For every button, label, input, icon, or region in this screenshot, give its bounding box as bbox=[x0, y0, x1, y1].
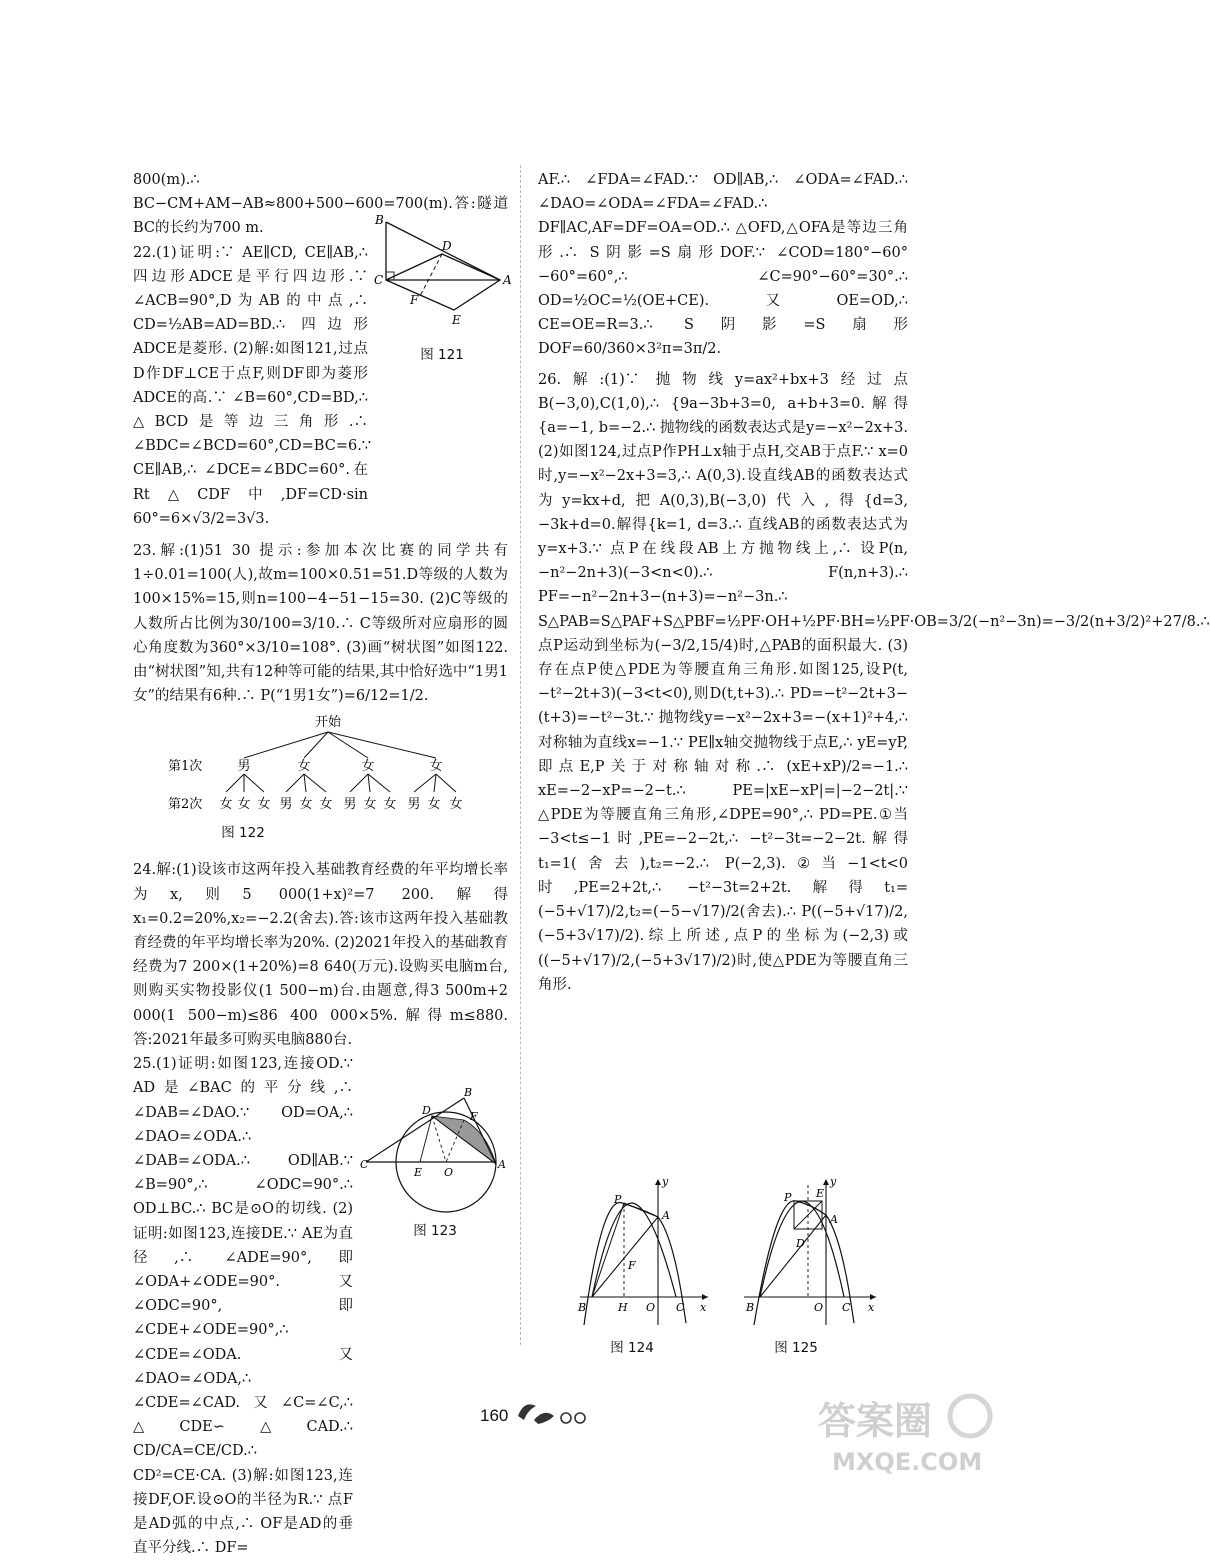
figure-121 bbox=[372, 212, 512, 362]
label-C: C bbox=[842, 1301, 851, 1314]
tree-diagram bbox=[168, 712, 488, 817]
page-number: 160 bbox=[480, 1406, 509, 1425]
label-F: F bbox=[470, 1110, 478, 1123]
label-B: B bbox=[578, 1301, 587, 1314]
figure-121-caption: 图 121 bbox=[420, 347, 464, 363]
parabola-diagram-124 bbox=[572, 1175, 712, 1330]
label-A: A bbox=[498, 1158, 506, 1171]
tree-second: 女 bbox=[449, 797, 463, 812]
paragraph-21-end: 800(m).∴ BC−CM+AM−AB≈800+500−600=700(m).答:隧道BC的长约为700 m. bbox=[133, 172, 508, 237]
figure-124-caption: 图 124 bbox=[610, 1340, 654, 1356]
figure-124 bbox=[572, 1175, 712, 1355]
figure-123-caption: 图 123 bbox=[413, 1223, 457, 1239]
label-O: O bbox=[444, 1166, 454, 1179]
label-C: C bbox=[676, 1301, 685, 1314]
row1-label: 第1次 bbox=[168, 759, 203, 774]
label-E: E bbox=[414, 1166, 423, 1179]
label-D: D bbox=[442, 239, 452, 253]
label-A: A bbox=[503, 273, 512, 287]
tree-first-0: 男 bbox=[237, 759, 251, 774]
row2-label: 第2次 bbox=[168, 797, 203, 812]
tree-second: 女 bbox=[299, 797, 313, 812]
left-column bbox=[133, 168, 508, 1560]
tree-second: 女 bbox=[363, 797, 377, 812]
tree-second: 女 bbox=[427, 797, 441, 812]
paragraph-25-end: AF.∴ ∠FDA=∠FAD.∵ OD∥AB,∴ ∠ODA=∠FAD.∴ ∠DAO=∠ODA=∠FDA=∠FAD.∴ DF∥AC,AF=DF=OA=OD.∴ △OFD,△OFA是等边三角形.∴ S阴影=S扇形DOF.∵ ∠COD=180°−60°−60°=60°,∴ ∠C=90°−60°=30°.∴ OD=½OC=½(OE+CE).又OE=OD,∴ CE=OE=R=3.∴ S阴影=S扇形DOF=60/360×3²π=3π/2. bbox=[538, 172, 908, 358]
label-O: O bbox=[814, 1301, 824, 1314]
label-F: F bbox=[628, 1259, 636, 1272]
label-P: P bbox=[614, 1193, 622, 1206]
label-B: B bbox=[464, 1086, 473, 1099]
column-divider bbox=[520, 165, 521, 1345]
tree-second: 男 bbox=[343, 797, 357, 812]
label-x: x bbox=[868, 1301, 875, 1314]
label-y: y bbox=[662, 1175, 669, 1188]
label-A: A bbox=[830, 1213, 838, 1226]
tree-second: 女 bbox=[257, 797, 271, 812]
figure-125 bbox=[736, 1175, 881, 1355]
tree-start: 开始 bbox=[314, 715, 342, 730]
tree-second: 男 bbox=[279, 797, 293, 812]
paragraph-24: 24.解:(1)设该市这两年投入基础教育经费的年平均增长率为x,则5 000(1+x)²=7 200.解得x₁=0.2=20%,x₂=−2.2(舍去).答:该市这两年投入基础教育经费的年平均增长率为20%. (2)2021年投入的基础教育经费为7 200×(1+20%)=8 640(万元).设购买电脑m台,则购买实物投影仪(1 500−m)台.由题意,得3 500m+2 000(1 500−m)≤86 400 000×5%.解得m≤880.答:2021年最多可购买电脑880台. bbox=[133, 862, 508, 1048]
label-E: E bbox=[452, 313, 461, 327]
label-D: D bbox=[422, 1104, 431, 1117]
label-x: x bbox=[700, 1301, 707, 1314]
tree-second: 男 bbox=[407, 797, 421, 812]
label-F: F bbox=[410, 293, 419, 307]
paragraph-26: 26.解:(1)∵ 抛物线y=ax²+bx+3经过点B(−3,0),C(1,0),∴ {9a−3b+3=0, a+b+3=0.解得{a=−1, b=−2.∴ 抛物线的函数表达式是y=−x²−2x+3. (2)如图124,过点P作PH⊥x轴于点H,交AB于点F.∵ x=0时,y=−x²−2x+3=3,∴ A(0,3).设直线AB的函数表达式为y=kx+d,把A(0,3),B(−3,0)代入,得{d=3, −3k+d=0.解得{k=1, d=3.∴ 直线AB的函数表达式为y=x+3.∵ 点P在线段AB上方抛物线上,∴ 设P(n,−n²−2n+3)(−3<n<0).∴ F(n,n+3).∴ PF=−n²−2n+3−(n+3)=−n²−3n.∴ S△PAB=S△PAF+S△PBF=½PF·OH+½PF·BH=½PF·OB=3/2(−n²−3n)=−3/2(n+3/2)²+27/8.∴ 点P运动到坐标为(−3/2,15/4)时,△PAB的面积最大. (3)存在点P使△PDE为等腰直角三角形.如图125,设P(t,−t²−2t+3)(−3<t<0),则D(t,t+3).∴ PD=−t²−2t+3−(t+3)=−t²−3t.∵ 抛物线y=−x²−2x+3=−(x+1)²+4,∴ 对称轴为直线x=−1.∵ PE∥x轴交抛物线于点E,∴ yE=yP,即点E,P关于对称轴对称.∴ (xE+xP)/2=−1.∴ xE=−2−xP=−2−t.∴ PE=|xE−xP|=|−2−2t|.∵ △PDE为等腰直角三角形,∠DPE=90°,∴ PD=PE.①当−3<t≤−1时,PE=−2−2t,∴ −t²−3t=−2−2t.解得t₁=1(舍去),t₂=−2.∴ P(−2,3).②当−1<t<0时,PE=2+2t,∴ −t²−3t=2+2t.解得t₁=(−5+√17)/2,t₂=(−5−√17)/2(舍去).∴ P((−5+√17)/2,(−5+3√17)/2).综上所述,点P的坐标为(−2,3)或((−5+√17)/2,(−5+3√17)/2)时,使△PDE为等腰直角三角形. bbox=[538, 371, 1210, 993]
label-H: H bbox=[618, 1301, 628, 1314]
watermark-top: 答案圈 bbox=[818, 1399, 933, 1443]
label-B: B bbox=[746, 1301, 755, 1314]
watermark-logo bbox=[810, 1388, 1000, 1476]
tree-second: 女 bbox=[219, 797, 233, 812]
watermark-bottom: MXQE.COM bbox=[832, 1448, 983, 1476]
parabola-diagram-125 bbox=[736, 1175, 881, 1330]
paragraph-25: 25.(1)证明:如图123,连接OD.∵ AD是∠BAC的平分线,∴ ∠DAB=∠DAO.∵ OD=OA,∴ ∠DAO=∠ODA.∴ ∠DAB=∠ODA.∴ OD∥AB.∵ ∠B=90°,∴ ∠ODC=90°.∴ OD⊥BC.∴ BC是⊙O的切线. (2)证明:如图123,连接DE.∵ AE为直径,∴ ∠ADE=90°,即∠ODA+∠ODE=90°.又∠ODC=90°,即∠CDE+∠ODE=90°,∴ ∠CDE=∠ODA.又∠DAO=∠ODA,∴ ∠CDE=∠CAD.又∠C=∠C,∴ △CDE∽△CAD.∴ CD/CA=CE/CD.∴ CD²=CE·CA. (3)解:如图123,连接DF,OF.设⊙O的半径为R.∵ 点F是AD弧的中点,∴ OF是AD的垂直平分线.∴ DF= bbox=[133, 1056, 353, 1557]
leaf-logo-icon bbox=[514, 1398, 594, 1432]
figure-125-caption: 图 125 bbox=[774, 1340, 818, 1356]
label-y: y bbox=[830, 1175, 837, 1188]
tree-first-2: 女 bbox=[361, 759, 375, 774]
label-P: P bbox=[784, 1191, 792, 1204]
tree-second: 女 bbox=[319, 797, 333, 812]
label-E: E bbox=[816, 1187, 825, 1200]
label-C: C bbox=[374, 273, 384, 287]
tree-second: 女 bbox=[383, 797, 397, 812]
label-A: A bbox=[662, 1209, 670, 1222]
tree-first-3: 女 bbox=[429, 759, 443, 774]
paragraph-23: 23.解:(1)51 30 提示:参加本次比赛的同学共有1÷0.01=100(人),故m=100×0.51=51.D等级的人数为100×15%=15,则n=100−4−51−15=30. (2)C等级的人数所占比例为30/100=3/10.∴ C等级所对应扇形的圆心角度数为360°×3/10=108°. (3)画“树状图”如图122.由“树状图”知,共有12种等可能的结果,其中恰好选中“1男1女”的结果有6种.∴ P(“1男1女”)=6/12=1/2. bbox=[133, 543, 508, 705]
circle-diagram bbox=[360, 1086, 512, 1215]
label-D: D bbox=[796, 1237, 805, 1250]
tree-second: 女 bbox=[237, 797, 251, 812]
figure-122-caption: 图 122 bbox=[221, 825, 265, 841]
figure-122 bbox=[168, 712, 488, 841]
paragraph-22: 22.(1)证明:∵ AE∥CD, CE∥AB,∴ 四边形ADCE是平行四边形.∵ ∠ACB=90°,D为AB的中点,∴ CD=½AB=AD=BD.∴ 四边形ADCE是菱形. (2)解:如图121,过点D作DF⊥CE于点F,则DF即为菱形ADCE的高.∵ ∠B=60°,CD=BD,∴ △BCD是等边三角形.∴ ∠BDC=∠BCD=60°,CD=BC=6.∵ CE∥AB,∴ ∠DCE=∠BDC=60°.在Rt△CDF中,DF=CD·sin 60°=6×√3/2=3√3. bbox=[133, 244, 372, 527]
rhombus-diagram bbox=[372, 212, 512, 337]
tree-first-1: 女 bbox=[297, 759, 311, 774]
label-B: B bbox=[375, 213, 384, 227]
label-O: O bbox=[646, 1301, 656, 1314]
figure-123 bbox=[360, 1086, 512, 1240]
label-C: C bbox=[360, 1158, 369, 1171]
right-column bbox=[538, 168, 1210, 997]
